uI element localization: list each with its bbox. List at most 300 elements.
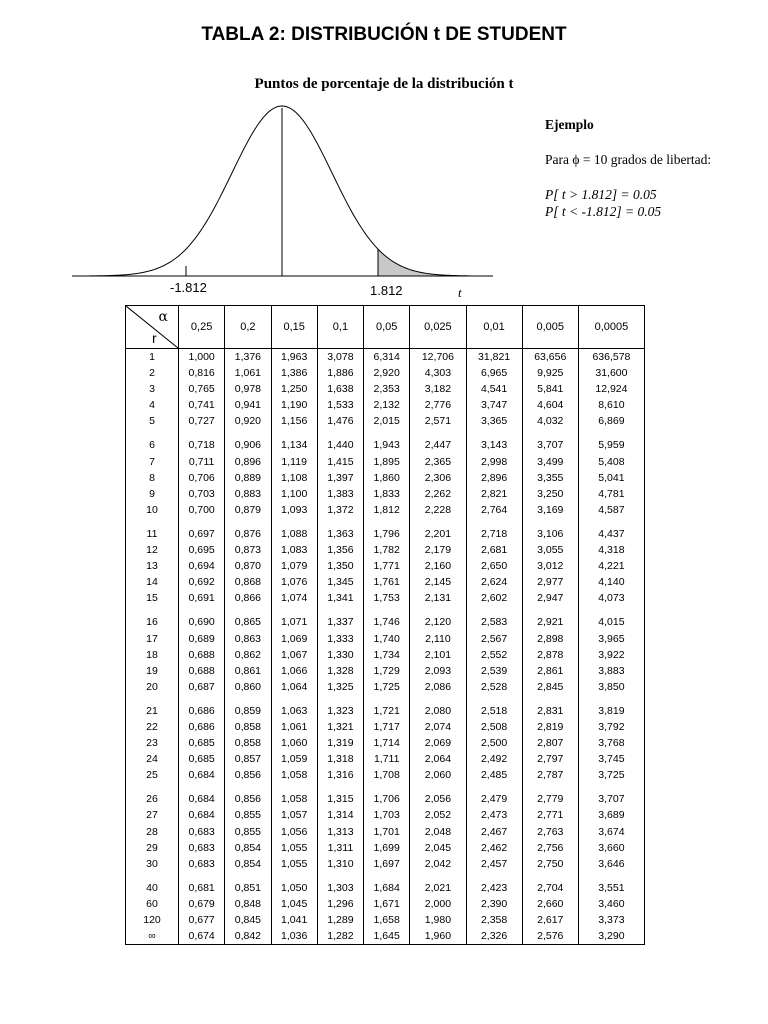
alpha-header: 0,005 (522, 306, 578, 349)
value-cell: 1,310 (317, 856, 363, 872)
value-cell: 0,684 (179, 767, 225, 783)
example-prob-upper: P[ t > 1.812] = 0.05 (545, 187, 657, 202)
value-cell: 1,960 (410, 928, 466, 945)
value-cell: 1,056 (271, 824, 317, 840)
spacer-cell (271, 518, 317, 526)
table-row (126, 381, 645, 397)
value-cell: 1,045 (271, 896, 317, 912)
spacer-cell (126, 429, 179, 437)
value-cell: 2,831 (522, 703, 578, 719)
value-cell: 2,571 (410, 413, 466, 429)
value-cell: 2,779 (522, 791, 578, 807)
spacer-cell (179, 872, 225, 880)
value-cell: 2,306 (410, 470, 466, 486)
df-cell: 14 (126, 574, 179, 590)
value-cell: 2,228 (410, 502, 466, 518)
value-cell: 3,689 (578, 807, 644, 823)
value-cell: 1,063 (271, 703, 317, 719)
value-cell: 1,684 (364, 880, 410, 896)
alpha-header: 0,05 (364, 306, 410, 349)
value-cell: 2,365 (410, 454, 466, 470)
table-row (126, 807, 645, 823)
table-row (126, 502, 645, 518)
value-cell: 2,763 (522, 824, 578, 840)
value-cell: 3,745 (578, 751, 644, 767)
value-cell: 1,812 (364, 502, 410, 518)
spacer-cell (578, 872, 644, 880)
table-row (126, 542, 645, 558)
value-cell: 2,423 (466, 880, 522, 896)
value-cell: 2,447 (410, 437, 466, 453)
spacer-cell (578, 429, 644, 437)
value-cell: 2,000 (410, 896, 466, 912)
value-cell: 2,576 (522, 928, 578, 945)
df-cell: 28 (126, 824, 179, 840)
value-cell: 1,963 (271, 349, 317, 366)
alpha-header: 0,2 (225, 306, 271, 349)
value-cell: 1,703 (364, 807, 410, 823)
value-cell: 1,296 (317, 896, 363, 912)
spacer-cell (126, 783, 179, 791)
spacer-cell (578, 695, 644, 703)
spacer-cell (466, 783, 522, 791)
table-row (126, 751, 645, 767)
value-cell: 2,457 (466, 856, 522, 872)
r-symbol: r (152, 330, 157, 346)
pos-critical-label: 1.812 (370, 283, 403, 298)
value-cell: 0,920 (225, 413, 271, 429)
df-cell: 1 (126, 349, 179, 366)
value-cell: 1,134 (271, 437, 317, 453)
df-cell: 17 (126, 631, 179, 647)
df-cell: 40 (126, 880, 179, 896)
value-cell: 1,041 (271, 912, 317, 928)
value-cell: 1,771 (364, 558, 410, 574)
value-cell: 2,179 (410, 542, 466, 558)
value-cell: 1,383 (317, 486, 363, 502)
value-cell: 1,100 (271, 486, 317, 502)
value-cell: 0,683 (179, 856, 225, 872)
value-cell: 3,707 (522, 437, 578, 453)
spacer-cell (317, 518, 363, 526)
spacer-cell (466, 695, 522, 703)
spacer-cell (522, 606, 578, 614)
value-cell: 4,604 (522, 397, 578, 413)
df-cell: 2 (126, 365, 179, 381)
value-cell: 2,048 (410, 824, 466, 840)
value-cell: 1,714 (364, 735, 410, 751)
table-row (126, 735, 645, 751)
value-cell: 636,578 (578, 349, 644, 366)
value-cell: 1,311 (317, 840, 363, 856)
value-cell: 1,753 (364, 590, 410, 606)
value-cell: 0,816 (179, 365, 225, 381)
value-cell: 0,941 (225, 397, 271, 413)
value-cell: 3,646 (578, 856, 644, 872)
table-row (126, 912, 645, 928)
value-cell: 2,326 (466, 928, 522, 945)
value-cell: 1,833 (364, 486, 410, 502)
value-cell: 1,356 (317, 542, 363, 558)
value-cell: 2,921 (522, 614, 578, 630)
value-cell: 0,855 (225, 807, 271, 823)
value-cell: 1,734 (364, 647, 410, 663)
value-cell: 1,895 (364, 454, 410, 470)
value-cell: 0,855 (225, 824, 271, 840)
value-cell: 1,000 (179, 349, 225, 366)
spacer-cell (317, 429, 363, 437)
value-cell: 1,074 (271, 590, 317, 606)
value-cell: 2,120 (410, 614, 466, 630)
value-cell: 2,080 (410, 703, 466, 719)
page-subtitle: Puntos de porcentaje de la distribución t (254, 76, 514, 92)
df-cell: 16 (126, 614, 179, 630)
spacer-cell (578, 518, 644, 526)
value-cell: 0,845 (225, 912, 271, 928)
value-cell: 2,110 (410, 631, 466, 647)
df-cell: 11 (126, 526, 179, 542)
value-cell: 4,318 (578, 542, 644, 558)
value-cell: 1,645 (364, 928, 410, 945)
value-cell: 0,684 (179, 791, 225, 807)
spacer-cell (410, 872, 466, 880)
value-cell: 2,602 (466, 590, 522, 606)
value-cell: 1,721 (364, 703, 410, 719)
value-cell: 0,695 (179, 542, 225, 558)
value-cell: 1,066 (271, 663, 317, 679)
group-spacer (126, 518, 645, 526)
value-cell: 0,711 (179, 454, 225, 470)
value-cell: 2,819 (522, 719, 578, 735)
value-cell: 1,886 (317, 365, 363, 381)
value-cell: 1,341 (317, 590, 363, 606)
value-cell: 2,093 (410, 663, 466, 679)
spacer-cell (410, 518, 466, 526)
table-row (126, 679, 645, 695)
value-cell: 0,681 (179, 880, 225, 896)
value-cell: 0,686 (179, 703, 225, 719)
value-cell: 1,699 (364, 840, 410, 856)
df-cell: 26 (126, 791, 179, 807)
value-cell: 6,965 (466, 365, 522, 381)
value-cell: 3,660 (578, 840, 644, 856)
value-cell: 0,679 (179, 896, 225, 912)
value-cell: 2,160 (410, 558, 466, 574)
value-cell: 2,920 (364, 365, 410, 381)
df-cell: 7 (126, 454, 179, 470)
spacer-cell (578, 606, 644, 614)
table-row (126, 824, 645, 840)
value-cell: 2,898 (522, 631, 578, 647)
value-cell: 2,056 (410, 791, 466, 807)
value-cell: 0,688 (179, 663, 225, 679)
value-cell: 31,600 (578, 365, 644, 381)
spacer-cell (410, 606, 466, 614)
spacer-cell (466, 606, 522, 614)
df-cell: 20 (126, 679, 179, 695)
table-row (126, 663, 645, 679)
df-cell: 15 (126, 590, 179, 606)
value-cell: 0,879 (225, 502, 271, 518)
spacer-cell (578, 783, 644, 791)
value-cell: 1,067 (271, 647, 317, 663)
df-cell: 13 (126, 558, 179, 574)
value-cell: 1,782 (364, 542, 410, 558)
value-cell: 2,718 (466, 526, 522, 542)
value-cell: 1,069 (271, 631, 317, 647)
value-cell: 0,896 (225, 454, 271, 470)
spacer-cell (271, 429, 317, 437)
spacer-cell (522, 695, 578, 703)
spacer-cell (364, 429, 410, 437)
alpha-header: 0,0005 (578, 306, 644, 349)
value-cell: 0,848 (225, 896, 271, 912)
value-cell: 0,694 (179, 558, 225, 574)
value-cell: 1,330 (317, 647, 363, 663)
value-cell: 2,064 (410, 751, 466, 767)
spacer-cell (522, 429, 578, 437)
value-cell: 4,781 (578, 486, 644, 502)
value-cell: 4,303 (410, 365, 466, 381)
value-cell: 1,860 (364, 470, 410, 486)
value-cell: 1,658 (364, 912, 410, 928)
value-cell: 1,064 (271, 679, 317, 695)
value-cell: 1,701 (364, 824, 410, 840)
table-row (126, 413, 645, 429)
value-cell: 1,711 (364, 751, 410, 767)
value-cell: 0,856 (225, 791, 271, 807)
spacer-cell (225, 872, 271, 880)
spacer-cell (271, 872, 317, 880)
df-cell: 120 (126, 912, 179, 928)
value-cell: 1,156 (271, 413, 317, 429)
value-cell: 2,518 (466, 703, 522, 719)
value-cell: 1,345 (317, 574, 363, 590)
value-cell: 2,807 (522, 735, 578, 751)
spacer-cell (126, 606, 179, 614)
value-cell: 2,479 (466, 791, 522, 807)
value-cell: 0,674 (179, 928, 225, 945)
df-cell: 5 (126, 413, 179, 429)
value-cell: 4,140 (578, 574, 644, 590)
value-cell: 0,690 (179, 614, 225, 630)
spacer-cell (126, 872, 179, 880)
value-cell: 6,869 (578, 413, 644, 429)
value-cell: 8,610 (578, 397, 644, 413)
value-cell: 2,650 (466, 558, 522, 574)
value-cell: 2,353 (364, 381, 410, 397)
alpha-header: 0,025 (410, 306, 466, 349)
value-cell: 0,858 (225, 719, 271, 735)
value-cell: 1,337 (317, 614, 363, 630)
df-cell: 12 (126, 542, 179, 558)
value-cell: 4,221 (578, 558, 644, 574)
value-cell: 2,074 (410, 719, 466, 735)
value-cell: 3,792 (578, 719, 644, 735)
table-body (126, 349, 645, 945)
value-cell: 1,746 (364, 614, 410, 630)
value-cell: 1,055 (271, 840, 317, 856)
value-cell: 1,119 (271, 454, 317, 470)
df-cell: 25 (126, 767, 179, 783)
spacer-cell (522, 783, 578, 791)
table-row (126, 614, 645, 630)
value-cell: 5,959 (578, 437, 644, 453)
value-cell: 4,587 (578, 502, 644, 518)
example-prob-lower: P[ t < -1.812] = 0.05 (545, 204, 662, 219)
table-row (126, 397, 645, 413)
value-cell: 4,015 (578, 614, 644, 630)
value-cell: 1,943 (364, 437, 410, 453)
right-tail-shaded-area (378, 249, 470, 276)
value-cell: 1,058 (271, 791, 317, 807)
value-cell: 0,870 (225, 558, 271, 574)
value-cell: 1,057 (271, 807, 317, 823)
value-cell: 2,539 (466, 663, 522, 679)
table-row (126, 856, 645, 872)
df-cell: ∞ (126, 928, 179, 945)
value-cell: 0,889 (225, 470, 271, 486)
value-cell: 3,551 (578, 880, 644, 896)
value-cell: 0,692 (179, 574, 225, 590)
value-cell: 0,883 (225, 486, 271, 502)
value-cell: 2,787 (522, 767, 578, 783)
value-cell: 2,756 (522, 840, 578, 856)
df-cell: 22 (126, 719, 179, 735)
value-cell: 0,856 (225, 767, 271, 783)
value-cell: 1,533 (317, 397, 363, 413)
value-cell: 1,321 (317, 719, 363, 735)
value-cell: 6,314 (364, 349, 410, 366)
value-cell: 3,460 (578, 896, 644, 912)
value-cell: 3,182 (410, 381, 466, 397)
value-cell: 2,552 (466, 647, 522, 663)
alpha-header: 0,1 (317, 306, 363, 349)
table-row (126, 896, 645, 912)
value-cell: 3,169 (522, 502, 578, 518)
value-cell: 3,747 (466, 397, 522, 413)
value-cell: 3,143 (466, 437, 522, 453)
table-row (126, 928, 645, 945)
value-cell: 1,333 (317, 631, 363, 647)
value-cell: 4,437 (578, 526, 644, 542)
spacer-cell (410, 783, 466, 791)
value-cell: 0,978 (225, 381, 271, 397)
table-row (126, 590, 645, 606)
group-spacer (126, 429, 645, 437)
df-cell: 60 (126, 896, 179, 912)
df-cell: 4 (126, 397, 179, 413)
spacer-cell (317, 783, 363, 791)
value-cell: 2,878 (522, 647, 578, 663)
spacer-cell (466, 872, 522, 880)
value-cell: 1,093 (271, 502, 317, 518)
value-cell: 1,313 (317, 824, 363, 840)
alpha-header: 0,15 (271, 306, 317, 349)
value-cell: 3,106 (522, 526, 578, 542)
t-table (125, 305, 645, 945)
spacer-cell (466, 518, 522, 526)
value-cell: 0,700 (179, 502, 225, 518)
value-cell: 0,866 (225, 590, 271, 606)
example-box (545, 116, 755, 220)
alpha-header: 0,25 (179, 306, 225, 349)
value-cell: 0,873 (225, 542, 271, 558)
value-cell: 1,980 (410, 912, 466, 928)
table-row (126, 791, 645, 807)
value-cell: 2,485 (466, 767, 522, 783)
group-spacer (126, 872, 645, 880)
value-cell: 3,355 (522, 470, 578, 486)
value-cell: 1,088 (271, 526, 317, 542)
value-cell: 0,703 (179, 486, 225, 502)
value-cell: 3,499 (522, 454, 578, 470)
group-spacer (126, 695, 645, 703)
value-cell: 1,350 (317, 558, 363, 574)
value-cell: 1,060 (271, 735, 317, 751)
value-cell: 0,686 (179, 719, 225, 735)
value-cell: 3,965 (578, 631, 644, 647)
value-cell: 2,390 (466, 896, 522, 912)
value-cell: 2,821 (466, 486, 522, 502)
value-cell: 2,776 (410, 397, 466, 413)
table-row (126, 880, 645, 896)
table-row (126, 470, 645, 486)
spacer-cell (364, 518, 410, 526)
value-cell: 1,055 (271, 856, 317, 872)
density-curve (90, 106, 470, 276)
alpha-symbol: α (158, 309, 168, 325)
value-cell: 1,386 (271, 365, 317, 381)
value-cell: 2,617 (522, 912, 578, 928)
spacer-cell (364, 695, 410, 703)
value-cell: 0,860 (225, 679, 271, 695)
value-cell: 9,925 (522, 365, 578, 381)
value-cell: 1,319 (317, 735, 363, 751)
value-cell: 5,841 (522, 381, 578, 397)
value-cell: 1,079 (271, 558, 317, 574)
value-cell: 3,078 (317, 349, 363, 366)
df-cell: 21 (126, 703, 179, 719)
example-title: Ejemplo (545, 117, 594, 132)
value-cell: 0,697 (179, 526, 225, 542)
value-cell: 3,768 (578, 735, 644, 751)
value-cell: 1,282 (317, 928, 363, 945)
value-cell: 0,688 (179, 647, 225, 663)
value-cell: 0,706 (179, 470, 225, 486)
value-cell: 0,718 (179, 437, 225, 453)
value-cell: 2,896 (466, 470, 522, 486)
spacer-cell (522, 518, 578, 526)
value-cell: 1,315 (317, 791, 363, 807)
value-cell: 3,373 (578, 912, 644, 928)
value-cell: 1,415 (317, 454, 363, 470)
value-cell: 1,740 (364, 631, 410, 647)
value-cell: 2,045 (410, 840, 466, 856)
spacer-cell (271, 783, 317, 791)
value-cell: 0,851 (225, 880, 271, 896)
value-cell: 2,101 (410, 647, 466, 663)
value-cell: 2,750 (522, 856, 578, 872)
value-cell: 0,854 (225, 840, 271, 856)
value-cell: 1,725 (364, 679, 410, 695)
neg-critical-label: -1.812 (170, 280, 207, 295)
spacer-cell (179, 783, 225, 791)
value-cell: 2,086 (410, 679, 466, 695)
value-cell: 1,250 (271, 381, 317, 397)
spacer-cell (410, 695, 466, 703)
value-cell: 1,638 (317, 381, 363, 397)
